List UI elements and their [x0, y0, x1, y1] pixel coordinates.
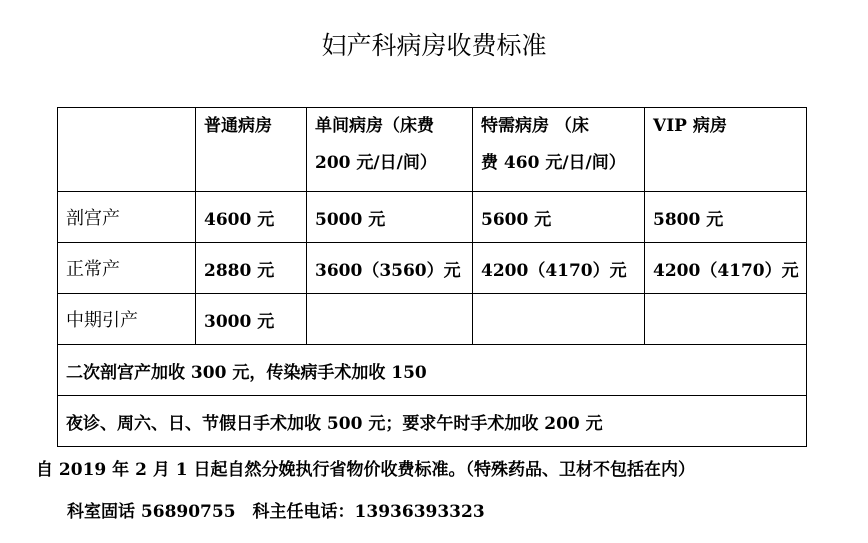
table-header-row [58, 108, 807, 192]
note-surcharge-cesarean: 二次剖宫产加收 300 元，传染病手术加收 150 [58, 345, 807, 396]
table-row [58, 192, 807, 243]
header-single-ward [307, 108, 473, 192]
header-single-ward-line2: 200 元/日/间） [315, 153, 437, 173]
table-row [58, 243, 807, 294]
row-label: 正常产 [58, 243, 196, 294]
header-standard-ward: 普通病房 [196, 108, 307, 192]
fee-table [57, 107, 807, 447]
table-cell: 4200（4170）元 [473, 243, 645, 294]
table-cell: 3600（3560）元 [307, 243, 473, 294]
table-cell [473, 294, 645, 345]
row-label: 中期引产 [58, 294, 196, 345]
table-cell: 4600 元 [196, 192, 307, 243]
table-cell [645, 294, 807, 345]
note-surcharge-holiday: 夜诊、周六、日、节假日手术加收 500 元；要求午时手术加收 200 元 [58, 396, 807, 447]
header-single-ward-line1: 单间病房（床费 [315, 116, 434, 136]
table-cell [307, 294, 473, 345]
table-row [58, 294, 807, 345]
contact-phones: 科室固话 56890755 科主任电话：13936393323 [67, 502, 485, 522]
effective-date-note: 自 2019 年 2 月 1 日起自然分娩执行省物价收费标准。（特殊药品、卫材不包括在内） [36, 460, 695, 480]
table-note-row [58, 345, 807, 396]
header-vip-ward: VIP 病房 [645, 108, 807, 192]
header-special-ward-line1: 特需病房 （床 [481, 116, 589, 136]
table-cell: 5000 元 [307, 192, 473, 243]
table-cell: 5800 元 [645, 192, 807, 243]
header-special-ward-line2: 费 460 元/日/间） [481, 153, 626, 173]
page-title: 妇产科病房收费标准 [321, 31, 547, 60]
table-cell: 5600 元 [473, 192, 645, 243]
corner-cell [58, 108, 196, 192]
table-cell: 2880 元 [196, 243, 307, 294]
row-label: 剖宫产 [58, 192, 196, 243]
table-note-row [58, 396, 807, 447]
header-special-ward [473, 108, 645, 192]
table-cell: 3000 元 [196, 294, 307, 345]
table-cell: 4200（4170）元 [645, 243, 807, 294]
